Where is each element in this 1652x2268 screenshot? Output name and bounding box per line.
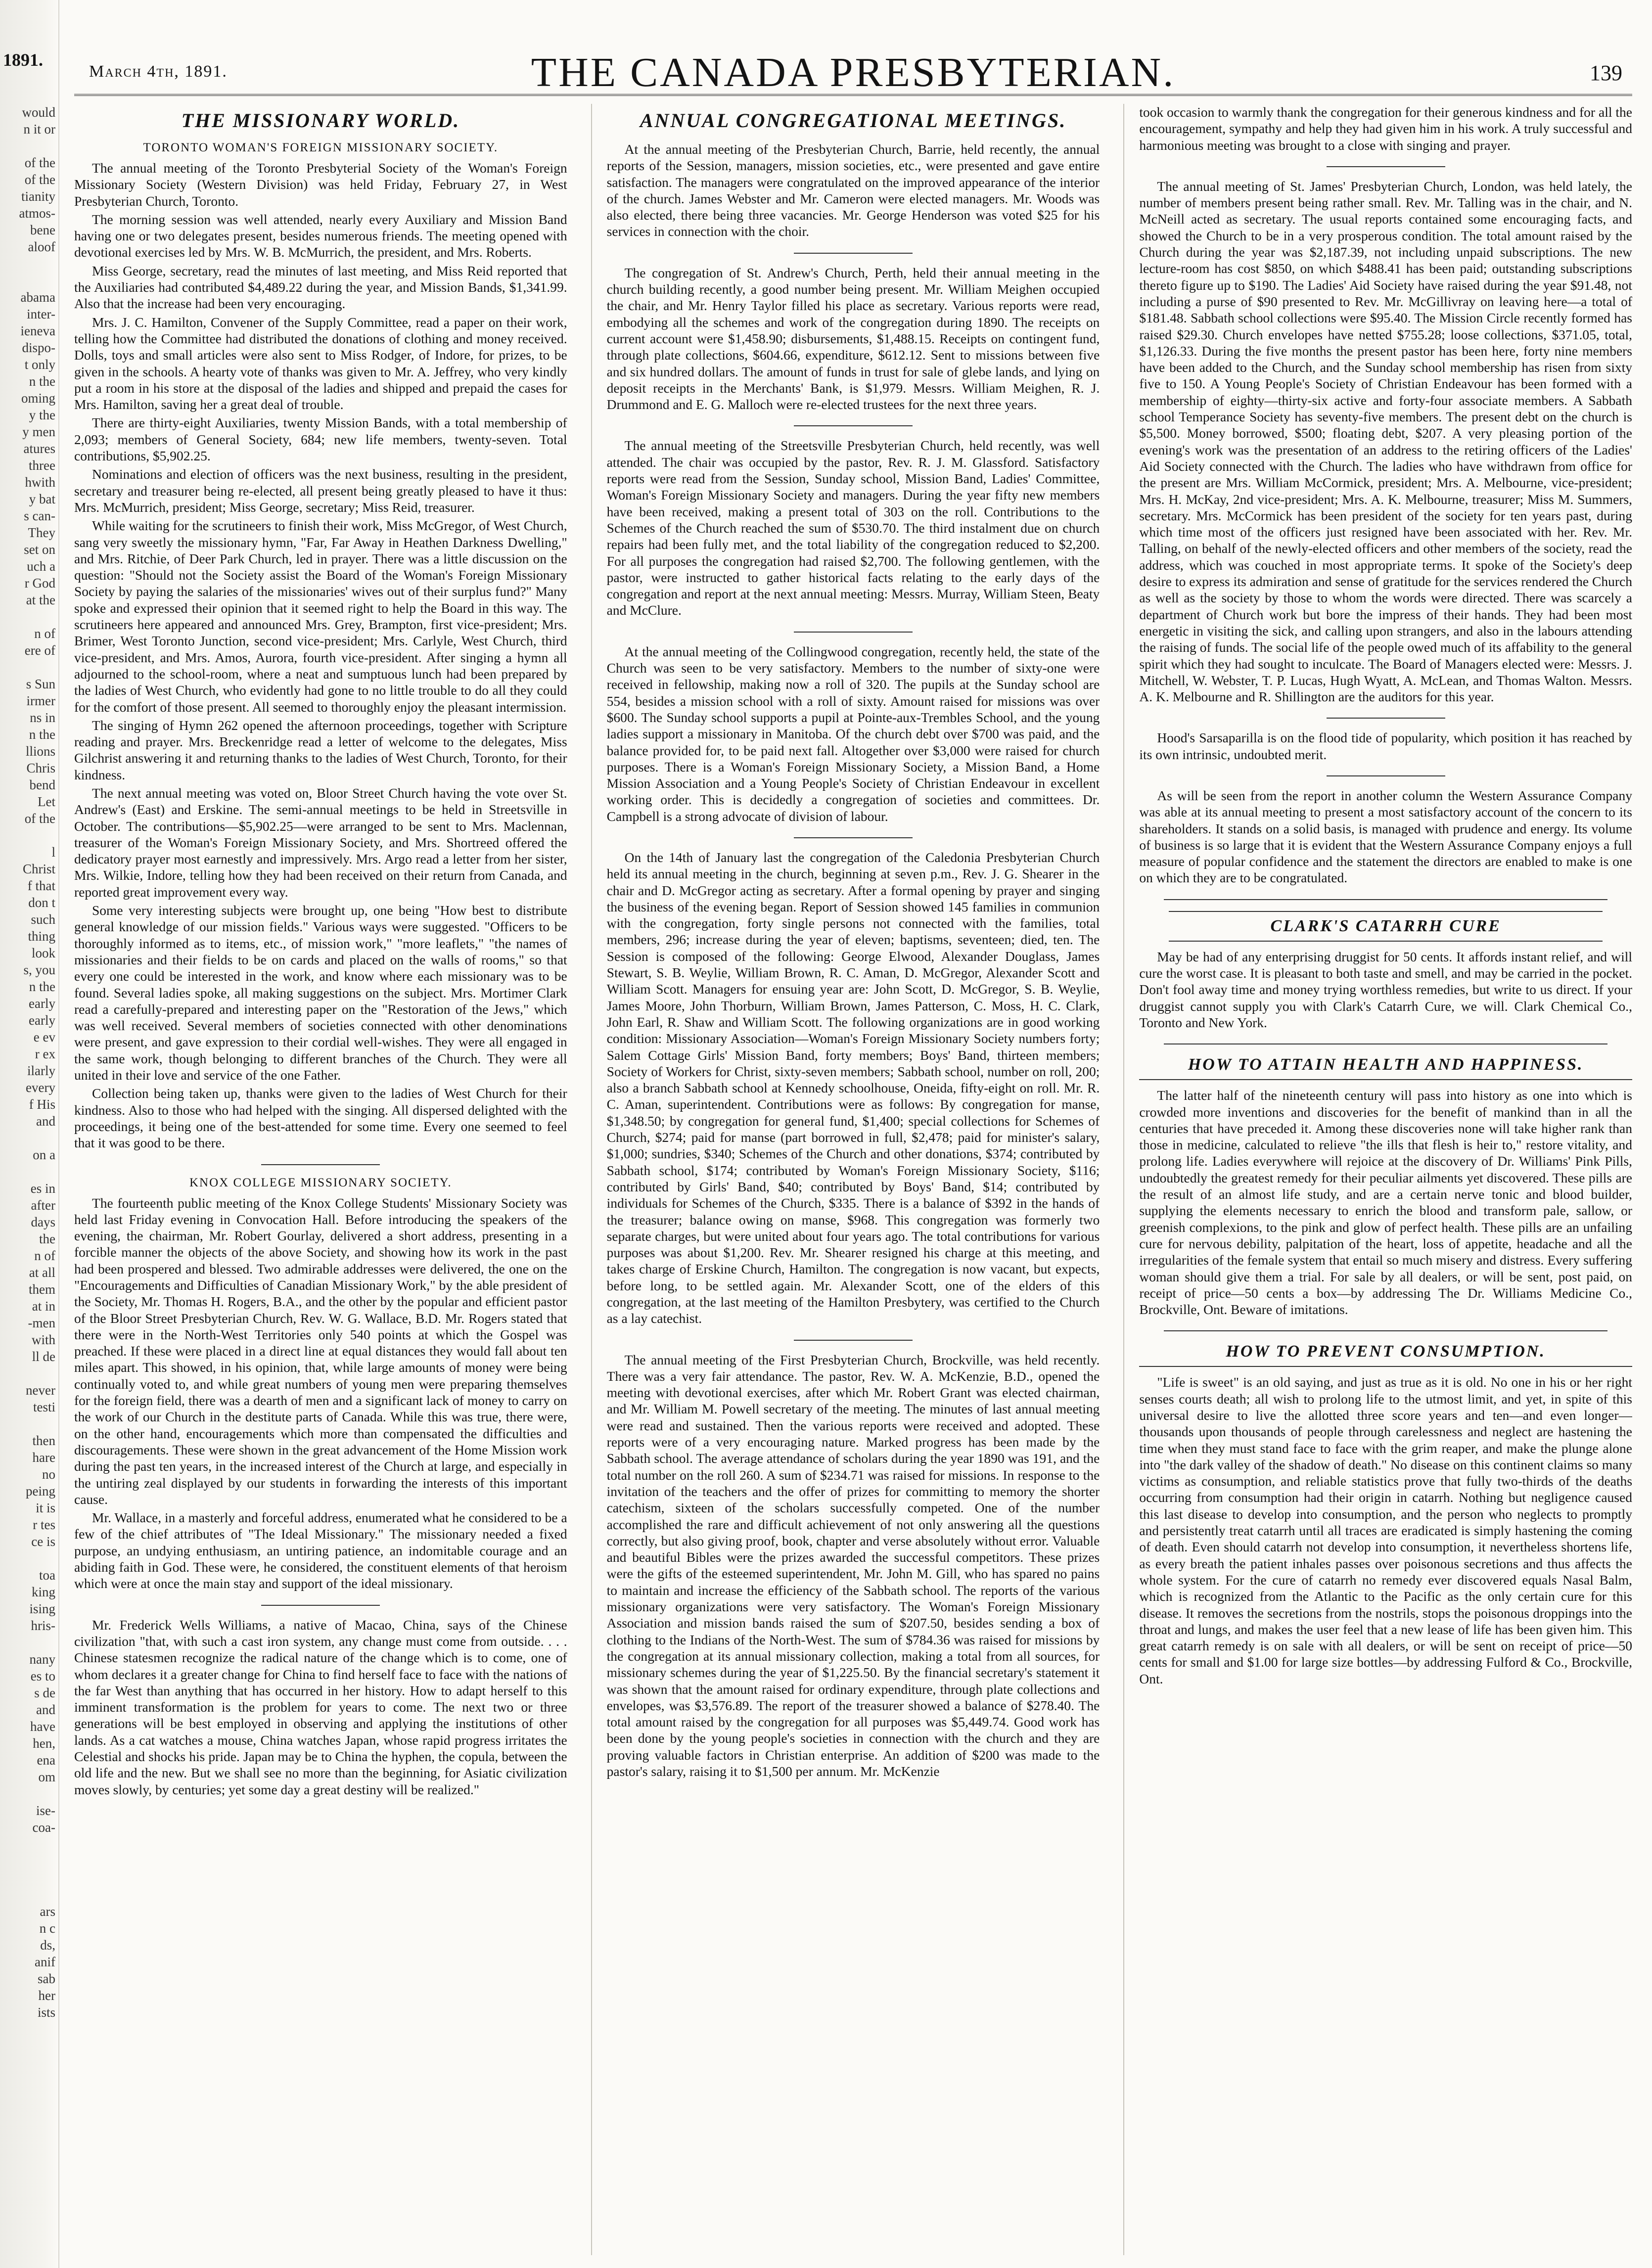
facing-page-fragment: oming — [21, 391, 55, 406]
article-china-civilization — [74, 1617, 567, 1798]
facing-page-fragment: aloof — [28, 239, 55, 254]
article-paragraph: The singing of Hymn 262 opened the afternoon proceedings, together with Scripture reading and prayer. Mrs. Breckenridge read a letter of welcome to the delegates, Miss Gilchrist answering it and returning thanks to the ladies of West Church, Toronto, for their kindness. — [74, 717, 567, 782]
facing-page-fragment — [5, 608, 55, 625]
article-paragraph: Mr. Frederick Wells Williams, a native of Macao, China, says of the Chinese civilization "that, with such a cast iron system, any change must come from outside. . . . Chinese statesmen recognize the radical nature of the change which is to come, one of whom declares it a greater change for China to find herself face to face with the nations of the far West than anything that has occurred in her history. How to adapt herself to this imminent transformation is the problem for years to come. The next two or three generations will be best employed in observing and applying the institutions of other lands. As a cat watches a mouse, China watches Japan, whose rapid progress irritates the Celestial and shocks his pride. Japan may be to China the hyphen, the copula, between the old life and the new. But we shall see no more than the beginning, for Asiatic civilization moves slowly, by centuries; yet some day a great destiny will be realized." — [74, 1617, 567, 1797]
facing-page-fragment — [5, 137, 55, 154]
facing-page-fragment: abama — [20, 290, 55, 305]
facing-page-fragment: ists — [37, 2005, 55, 2020]
article-knox-college — [74, 1195, 567, 1592]
facing-page-fragment: n c — [39, 1921, 55, 1936]
article-toronto-wfms — [74, 160, 567, 1151]
facing-page-fragment — [5, 1634, 55, 1651]
facing-page-fragment: of the — [24, 155, 55, 170]
facing-page-fragment: tianity — [21, 189, 55, 204]
facing-page-fragment: y the — [29, 408, 55, 422]
ad-health-happiness: The latter half of the nineteenth century will pass into history as one into which is crowded more inventions and discoveries for the benefit of mankind than in all the centuries that have preceded it. Among these discoveries none will take higher rank than those in medicine, calculated to relieve "the ills that flesh is heir to," restore vitality, and prolong life. Ladies everywhere will rejoice at the discovery of Dr. Williams' Pink Pills, undoubtedly the greatest remedy for their peculiar ailments yet discovered. These pills are the result of an almost life study, and are a certain nerve tonic and blood builder, supplying the elements necessary to enrich the blood and transform pale, sallow, or greenish complexions, to the pink and glow of perfect health. These pills are an unfailing cure for nervous debility, palpitation of the heart, loss of appetite, headache and all the irregularities of the female system that entail so much misery and distress. Every suffering woman should give them a trial. For sale by all dealers, or will be sent, post paid, on receipt of price—50 cents a box—by addressing The Dr. Williams Medicine Co., Brockville, Ont. Beware of imitations. — [1139, 1088, 1633, 1317]
article-divider — [1164, 1043, 1607, 1044]
article-paragraph: Mr. Wallace, in a masterly and forceful address, enumerated what he considered to be a few of the chief attributes of "The Ideal Missionary." The missionary needed a fixed purpose, an undying enthusiasm, an untiring patience, an indomitable courage and an abiding faith in God. These were, he considered, the constituent elements of that heroism which were at once the main stay and support of the ideal missionary. — [74, 1510, 567, 1591]
facing-page-fragment — [5, 1785, 55, 1802]
facing-page-fragment: l — [51, 845, 55, 860]
facing-page-fragment: and — [36, 1114, 55, 1129]
facing-page-fragment: after — [31, 1198, 55, 1213]
facing-page-margin — [0, 0, 59, 2268]
facing-page-fragment: with — [31, 1332, 55, 1347]
article-divider — [794, 837, 913, 838]
facing-page-fragment: ena — [37, 1753, 55, 1768]
facing-page-fragment — [5, 1365, 55, 1382]
article-paragraph: Miss George, secretary, read the minutes of last meeting, and Miss Reid reported that the Auxiliaries had contributed $4,489.22 during the year, and Mission Bands, $1,341.99. Also that the increase had been very encouraging. — [74, 263, 567, 312]
congregation-report: The annual meeting of the First Presbyterian Church, Brockville, was held recently. There was a very fair attendance. The pastor, Rev. W. A. McKenzie, B.D., opened the meeting with devotional exercises, after which Mr. Robert Grant was elected chairman, and Mr. William M. Powell secretary of the meeting. The minutes of last annual meeting were read and sustained. Then the various reports were received and adopted. These reports were of a very encouraging nature. Marked progress has been made by the Sabbath school. The average attendance of scholars during the year 1890 was 191, and the total number on the roll 260. A sum of $234.71 was raised for missions. In response to the invitation of the teachers and the offer of prizes for committing to memory the shorter catechism, sixteen of the scholars successfully competed. One of the number accomplished the rare and difficult achievement of not only answering all the questions correctly, but also giving proof, book, chapter and verse absolutely without error. Valuable and beautiful Bibles were the prizes awarded the successful competitors. These prizes were the gifts of the esteemed superintendent, Mr. John M. Gill, who has spared no pains to maintain and increase the efficiency of the Sabbath school. The reports of the various missionary organizations were very satisfactory. The Woman's Foreign Missionary Association and mission bands raised the sum of $207.50, besides sending a box of clothing to the Indians of the North-West. The sum of $784.36 was raised for missions by the congregation at its annual missionary collection, making a total from all sources, for missionary schemes during the year of $1,225.50. By the financial secretary's statement it was shown that the amount raised for ordinary expenditure, through plate collections and envelopes, was $3,576.89. The report of the treasurer showed a balance of $278.40. The total amount raised by the congregation for all purposes was $5,449.74. Good work has been done by the young people's societies in connection with the church and they are proving valuable factors in Christian enterprise. An addition of $200 was made to the pastor's salary, raising it to $1,500 per annum. Mr. McKenzie — [606, 1352, 1100, 1779]
facing-page-fragment: at the — [26, 592, 55, 607]
facing-page-fragment: set on — [24, 542, 55, 557]
columns — [74, 104, 1632, 2255]
facing-page-fragment: then — [32, 1433, 55, 1448]
facing-page-fragment: sab — [38, 1971, 55, 1986]
facing-page-fragment: ds, — [40, 1938, 55, 1952]
article-divider — [794, 425, 913, 426]
facing-page-fragment: don t — [28, 895, 55, 910]
facing-page-fragment: atmos- — [19, 206, 55, 221]
facing-page-fragment: ere of — [24, 643, 55, 658]
hoods-sarsaparilla-notice: Hood's Sarsaparilla is on the flood tide of popularity, which position it has reached by its own intrinsic, undoubted merit. — [1139, 730, 1633, 762]
facing-page-fragment: e ev — [33, 1030, 55, 1044]
facing-page-fragment: every — [26, 1080, 55, 1095]
facing-page-fragment: n of — [34, 1248, 55, 1263]
article-divider — [1327, 718, 1445, 719]
facing-page-fragment: -men — [28, 1315, 55, 1330]
article-divider — [1164, 899, 1607, 900]
facing-page-fragment: es to — [30, 1669, 55, 1683]
facing-page-fragment: of the — [24, 811, 55, 826]
facing-page-fragment: it is — [36, 1500, 55, 1515]
ad-title-catarrh-cure: CLARK'S CATARRH CURE — [1169, 911, 1603, 942]
facing-page-fragment: peing — [26, 1484, 55, 1498]
ad-title-prevent-consumption: HOW TO PREVENT CONSUMPTION. — [1139, 1342, 1632, 1367]
congregation-report: The annual meeting of St. James' Presbyterian Church, London, was held lately, the number of members present being rather small. Rev. Mr. Talling was in the chair, and N. McNeill acted as secretary. The usual reports contained some encouraging facts, and showed the Church to be in a very prosperous condition. The total amount raised by the Church during the year was $2,187.39, not including unpaid subscriptions. The new lecture-room has cost $850, on which $488.41 has been paid; outstanding subscriptions thereto figure up to $190. The Ladies' Aid Society have raised during the year $91.48, not including a purse of $90 presented to Rev. Mr. McGillivray on leaving here—a total of $181.48. Sabbath school collections were $95.40. The Mission Circle recently formed has raised $29.30. Church envelopes have netted $755.28; loose collections, $371.05, total, $1,126.33. During the five months the present pastor has been here, forty nine members have been added to the Church, and the Sunday school membership has risen from sixty five to 150. A Young People's Society of Christian Endeavour has been formed with a membership of eighty—thirty-six active and forty-four associate members. A Sabbath school Temperance Society has seventy-five members. The present debt on the church is $5,500. Money borrowed, $500; floating debt, $207. A very pleasing portion of the evening's work was the presentation of an address to the retiring officers of the Ladies' Aid Society connected with the Church. The ladies who have withdrawn from office for the present are Mrs. William McCormick, president; Mrs. A. Melbourne, vice-president; Mrs. H. McKay, 2nd vice-president; Mrs. A. K. Melbourne, treasurer; Miss M. Summers, secretary. Mrs. McCormick has been president of the society for ten years past, during which time most of the officers just resigned have been associated with her. Rev. Mr. Talling, on behalf of the newly-elected officers and other members of the society, read the address, which was couched in most appropriate terms. It spoke of the Society's deep desire to express its admiration and sense of gratitude for the services rendered the Church as well as the society by those to whom the words were directed. There was scarcely a department of Church work but bore the impress of their hands. They had been most energetic in visiting the sick, and calling upon strangers, and also in the labours attending the raising of funds. The social life of the people owed much of its affability to the general spirit which they had sought to inculcate. The Board of Managers elected were: Messrs. J. Mitchell, W. Webster, T. P. Lucas, Hugh Wyatt, A. McLean, and Thomas Walton. Messrs. A. K. Melbourne and R. Shillington are the auditors for this year. — [1139, 178, 1633, 705]
facing-page-fragment: days — [31, 1215, 55, 1229]
masthead: THE CANADA PRESBYTERIAN. — [531, 49, 1176, 95]
facing-page-fragment: have — [30, 1719, 55, 1734]
facing-page-fragment: ieneva — [20, 323, 55, 338]
facing-page-fragment: They — [28, 525, 55, 540]
article-divider — [1327, 775, 1445, 776]
facing-page-fragment: three — [29, 458, 55, 473]
facing-page-fragment — [5, 659, 55, 676]
facing-page-fragment — [5, 1415, 55, 1432]
facing-page-fragment: atures — [23, 441, 55, 456]
article-paragraph: Some very interesting subjects were brought up, one being "How best to distribute general knowledge of our mission fields." Various ways were suggested. "Officers to be thoroughly informed as to items, etc., of mission work," "more leaflets," "the names of missionaries and their fields to be on cards and placed on the walls of rooms," so that every one could be interested in the work, and know where each missionary was to be found. Several ladies spoke, all making suggestions on the subject. Mrs. Mortimer Clark read a carefully-prepared and interesting paper on the "Restoration of the Jews," which was well received. Several members of societies connected with other denominations were present, and gave expression to their cordial well-wishes. They were all engaged in the same work, though belonging to different branches of the Church. They were all united in their love and service of the one Father. — [74, 903, 567, 1083]
running-head — [74, 40, 1632, 96]
facing-page-fragment: coa- — [32, 1820, 55, 1835]
facing-page-fragment: ce is — [31, 1534, 55, 1549]
article-paragraph: The next annual meeting was voted on, Bloor Street Church having the vote over St. Andrew's (East) and Erskine. The semi-annual meetings to be held in Streetsville in October. The contributions—$5,902.25—were arranged to be sent to Mrs. Maclennan, treasurer of the Woman's Foreign Missionary Society, and Mrs. Shortreed offered the dedicatory prayer most earnestly and impressively. Mrs. Argo read a letter from her sister, Mrs. Wilkie, Indore, telling how they had been received on their return from Canada, and reported great improvement every way. — [74, 785, 567, 900]
column-3 — [1123, 104, 1632, 2255]
article-divider — [794, 632, 913, 633]
facing-page-fragment — [5, 255, 55, 272]
facing-page-fragment — [5, 827, 55, 844]
facing-page-fragment: dispo- — [22, 340, 55, 355]
facing-page-fragment: look — [31, 946, 55, 960]
article-paragraph: Collection being taken up, thanks were given to the ladies of West Church for their kindness. Also to those who had helped with the singing. All dispersed delighted with the proceedings, it being one of the best-attended for some time. Every one seemed to feel that it was good to be there. — [74, 1086, 567, 1151]
facing-page-fragment: ll de — [32, 1349, 55, 1364]
article-paragraph: The annual meeting of the Toronto Presbyterial Society of the Woman's Foreign Missionary Society (Western Division) was held Friday, February 27, in West Presbyterian Church, Toronto. — [74, 160, 567, 209]
facing-page-fragment: om — [38, 1769, 55, 1784]
facing-page-fragment: of the — [24, 172, 55, 187]
facing-page-fragment: hen, — [33, 1736, 55, 1751]
article-paragraph: The morning session was well attended, nearly every Auxiliary and Mission Band having one or two delegates present, besides numerous friends. The meeting opened with devotional exercises led by Mrs. W. B. McMurrich, the president, and Mrs. Roberts. — [74, 211, 567, 260]
facing-page-fragment: r God — [24, 576, 55, 590]
facing-page-fragment: es in — [30, 1181, 55, 1196]
facing-page-fragment: ise- — [36, 1803, 55, 1818]
ad-catarrh-cure: May be had of any enterprising druggist for 50 cents. It affords instant relief, and will cure the worst case. It is pleasant to both taste and smell, and may be carried in the pocket. Don't fool away time and money trying worthless remedies, but write to us direct. If your druggist cannot supply you with Clark's Catarrh Cure, we will. Clark Chemical Co., Toronto and New York. — [1139, 949, 1633, 1030]
facing-page-fragment: hare — [32, 1450, 55, 1465]
facing-page-fragment: s de — [34, 1685, 55, 1700]
subhead-toronto-wfms: TORONTO WOMAN'S FOREIGN MISSIONARY SOCIETY. — [143, 141, 499, 154]
facing-page-fragment: s Sun — [26, 677, 55, 691]
facing-page-fragment — [5, 1163, 55, 1180]
article-divider — [794, 253, 913, 254]
facing-page-fragment — [5, 1130, 55, 1146]
article-paragraph: While waiting for the scrutineers to finish their work, Miss McGregor, of West Church, sang very sweetly the missionary hymn, "Far, Far Away in Heathen Darkness Dwelling," and Mrs. Ritchie, of Deer Park Church, led in prayer. There was a little discussion on the question: "Should not the Society assist the Board of the Woman's Foreign Missionary Society by paying the salaries of the missionaries' wives out of their surplus fund?" Many spoke and expressed their opinion that it seemed right to help the Board in this way. The scrutineers here appeared and announced Mrs. Grey, Brampton, first vice-president; Mrs. Brimer, West Toronto Junction, second vice-president; Mrs. Carlyle, West Church, third vice-president, and Mrs. Amos, Aurora, fourth vice-president. After singing a hymn all adjourned to the school-room, where a neat and sumptuous lunch had been prepared by the ladies of West Church, who evidently had gone to no little trouble to do all they could for the comfort of those present. All seemed to thoroughly enjoy the pleasant intermission. — [74, 518, 567, 715]
facing-page-fragment: n it or — [23, 122, 55, 136]
facing-page-fragment — [5, 1886, 55, 1903]
facing-page-fragment: nany — [29, 1652, 55, 1667]
facing-page-fragment: r tes — [33, 1517, 55, 1532]
facing-page-fragment: anif — [35, 1954, 55, 1969]
congregation-report: At the annual meeting of the Presbyterian Church, Barrie, held recently, the annual reports of the Session, managers, mission societies, etc., were presented and gave entire satisfaction. The managers were congratulated on the improved appearance of the interior of the church. James Webster and Mr. Cameron were elected managers. Mr. Woods was also elected, there being three vacancies. Mr. George Henderson was voted $25 for his services in connection with the choir. — [606, 141, 1100, 239]
facing-page-fragment — [5, 1869, 55, 1886]
facing-page-fragment: bene — [30, 223, 55, 237]
article-divider — [261, 1164, 380, 1165]
facing-page-fragment: t only — [24, 357, 55, 372]
facing-page-fragment: ars — [40, 1904, 55, 1919]
newspaper-page — [74, 0, 1632, 2268]
facing-page-fragment: ising — [29, 1601, 55, 1616]
facing-page-fragment: early — [29, 996, 55, 1011]
article-divider — [794, 1340, 913, 1341]
article-divider — [1327, 166, 1445, 167]
facing-page-fragment — [5, 1550, 55, 1567]
ad-title-health-happiness: HOW TO ATTAIN HEALTH AND HAPPINESS. — [1139, 1055, 1632, 1080]
facing-page-fragment: no — [42, 1467, 55, 1482]
facing-page-fragment: would — [22, 105, 55, 120]
column-2 — [591, 104, 1100, 2255]
facing-page-fragment: y men — [22, 424, 55, 439]
article-divider — [1164, 1330, 1607, 1331]
article-paragraph: The fourteenth public meeting of the Knox College Students' Missionary Society was held last Friday evening in Convocation Hall. Before introducing the speakers of the evening, the chairman, Mr. Robert Gourlay, delivered a short address, presenting in a forcible manner the objects of the above Society, and showing how its work in the past had been prospered and blessed. Two admirable addresses were delivered, the one on the "Encouragements and Difficulties of Canadian Missionary Work," by the able president of the Society, Mr. Thomas H. Rogers, B.A., and the other by the popular and efficient pastor of the Bloor Street Presbyterian Church, Rev. W. G. Wallace, B.D. Mr. Rogers stated that there were in the North-West Territories only 540 points at which the Gospel was preached. If these were placed in a direct line at equal distances they would fall about ten miles apart. This showed, in his opinion, that, while large amounts of money were being continually voted to, and while great numbers of young men were preparing themselves for the foreign field, there was a dearth of men and a significant lack of money to carry on the work of our Church in the destitute parts of Canada. While this was true, there were, on the other hand, encouragements which more than compensated the difficulties and discouragements. These were shown in the great advancement of the Home Mission work during the past ten years, in the increased interest of the Church at large, and especially in the untiring zeal displayed by our students in forwarding the interests of this important cause. — [74, 1195, 567, 1507]
section-title-missionary-world: THE MISSIONARY WORLD. — [181, 109, 460, 132]
facing-page-fragment — [5, 272, 55, 289]
congregation-report: The congregation of St. Andrew's Church, Perth, held their annual meeting in the church building recently, a good number being present. Mr. William Meighen occupied the chair, and Mr. Henry Taylor filled his place as secretary. Various reports were read, embodying all the schemes and work of the congregation during 1890. The receipts on current account were $1,458.90; disbursements, $1,488.15. Receipts on contingent fund, through plate collections, $604.66, expenditure, $612.12. Sent to missions between five and six hundred dollars. The amount of funds in trust for sale of glebe lands, and lying on deposit receipts in the Merchants' Bank, is $1,979. Messrs. William Meighen, R. J. Drummond and E. G. Malloch were re-elected trustees for the next three years. — [606, 265, 1100, 412]
congregational-reports-continued — [1139, 104, 1632, 705]
issue-date: March 4th, 1891. — [89, 62, 228, 81]
facing-page-fragment: ilarly — [27, 1063, 55, 1078]
facing-page-fragment: hwith — [25, 475, 55, 490]
facing-page-fragment: king — [31, 1585, 55, 1599]
facing-page-fragment: the — [39, 1231, 55, 1246]
article-paragraph: Mrs. J. C. Hamilton, Convener of the Supply Committee, read a paper on their work, telling how the Committee had distributed the donations of clothing and money received. Dolls, toys and small articles were also sent to Miss Rodger, of Indore, for prizes, to be given in the schools. A hearty vote of thanks was given to Mr. A. Jeffrey, who very kindly put a room in his store at the disposal of the ladies and shipped and prepaid the cases for Mrs. Hamilton, saving her a great deal of trouble. — [74, 314, 567, 412]
facing-page-fragment: her — [38, 1988, 55, 2003]
congregation-report: On the 14th of January last the congregation of the Caledonia Presbyterian Church held its annual meeting in the church, beginning at seven p.m., Rev. J. G. Shearer in the chair and D. McGregor acting as secretary. After a formal opening by prayer and singing the business of the evening began. Report of Session showed 145 families in communion with the congregation, forty single persons not connected with the families, total members, 296; increase during the year of eleven; baptisms, seventeen; died, ten. The Session is composed of the following: George Elwood, Alexander Douglass, James Stewart, S. B. Weylie, William Brown, R. C. Aman, D. McGregor, Alexander Scott and William Scott. Managers for ensuing year are: John Scott, D. McGregor, S. B. Weylie, James Moore, John Thorburn, William Brown, James Patterson, C. Moss, H. C. Clark, John Earl, R. Shaw and William Scott. The following organizations are in good working condition: Missionary Association—Woman's Foreign Missionary Society numbers forty; Salem Cottage Girls' Mission Band, forty members; Boys' Band, thirteen members; Society of Workers for Christ, sixty-seven members; Sabbath school, number on roll, 200; also a branch Sabbath school at Kennedy schoolhouse, Oneida, fifty-eight on roll. Mr. R. C. Aman, superintendent. Contributions were as follows: By congregation for manse, $1,348.50; by congregation for general fund, $1,400; special collections for Schemes of Church, $274; paid for manse (part borrowed in full, $2,478; paid for minister's salary, $1,000; sundries, $340; Schemes of the Church and other donations, $374; contributed by Sabbath school, $174; contributed by Woman's Foreign Missionary Society, $116; contributed by Girls' Band, $40; contributed by Boys' Band, $14; contributed by individuals for Schemes of the Church, $335. There is a balance of $392 in the hands of the treasurer; balance owing on manse, $968. This congregation was formerly two separate charges, but were united about four years ago. The total contributions for various purposes was about $1,200. Rev. Mr. Shearer resigned his charge at this meeting, and takes charge of Erskine Church, Hamilton. The congregation is now vacant, but expects, before long, to be settled again. Mr. Alexander Scott, one of the elders of this congregation, at the last meeting of the Hamilton Presbytery, was certified to the Church as a lay catechist. — [606, 849, 1100, 1326]
subhead-knox-college: KNOX COLLEGE MISSIONARY SOCIETY. — [189, 1176, 452, 1189]
facing-page-fragment: ns in — [30, 710, 55, 725]
facing-page-fragment — [5, 1836, 55, 1853]
facing-page-fragment: hris- — [31, 1618, 55, 1633]
facing-page-fragment: s can- — [24, 508, 55, 523]
facing-page-fragment: toa — [39, 1568, 55, 1583]
article-paragraph: Nominations and election of officers was the next business, resulting in the president, secretary and treasurer being re-elected, all present being greatly pleased to have it thus: Mrs. McMurrich, president; Miss George, secretary; Miss Reid, treasurer. — [74, 466, 567, 515]
facing-page-fragment: s, you — [23, 962, 55, 977]
facing-page-fragment: testi — [33, 1400, 55, 1414]
facing-page-fragment: n of — [34, 626, 55, 641]
facing-page-fragment: n the — [29, 727, 55, 742]
facing-page-fragment: r ex — [35, 1046, 55, 1061]
facing-page-fragment: never — [26, 1383, 55, 1398]
congregation-report: The annual meeting of the Streetsville Presbyterian Church, held recently, was well attended. The chair was occupied by the pastor, Rev. R. J. M. Glassford. Satisfactory reports were read from the Session, Sunday school, Mission Band, Ladies' Committee, Woman's Foreign Missionary Society and managers. During the year fifty new members have been received, making a present total of 303 on the roll. Contributions to the Schemes of the Church reached the sum of $530.70. The third instalment due on church repairs had been fully met, and the total liability of the congregation reduced to $2,200. For all purposes the congregation had raised $2,700. The following gentlemen, with the pastor, were instructed to gather historical facts relating to the early days of the congregation and report at the next annual meeting: Messrs. Murray, William Steen, Beaty and McClure. — [606, 438, 1100, 618]
column-1 — [74, 104, 567, 2255]
facing-page-fragment: llions — [25, 744, 55, 759]
western-assurance-notice: As will be seen from the report in another column the Western Assurance Company was able at its annual meeting to present a most satisfactory account of the concern to its shareholders. It stands on a solid basis, is managed with prudence and energy. Its volume of business is so large that it is evident that the Western Assurance Company enjoys a full measure of popular confidence and the statement the directors are enabled to make is one on which they are to be congratulated. — [1139, 787, 1633, 886]
facing-page-year: 1891. — [3, 50, 43, 70]
facing-page-fragment: thing — [28, 929, 55, 944]
facing-page-fragment: n the — [29, 374, 55, 389]
ad-prevent-consumption: "Life is sweet" is an old saying, and just as true as it is old. No one in his or her right senses courts death; all wish to prolong life to the utmost limit, and yet, in spite of this universal desire to live the allotted three score years and ten—and even longer—thousands upon thousands of people through carelessness and neglect are hastening the time when they must stand face to face with the grim reaper, and make the plunge alone into "the dark valley of the shadow of death." No disease on this continent claims so many victims as consumption, and reliable statistics prove that fully two-thirds of the deaths occurring from consumption had their origin in catarrh. Nothing but negligence caused this last disease to develop into consumption, and the person who neglects to promptly and persistently treat catarrh until all traces are eradicated is simply hastening the coming of death. Even should catarrh not develop into consumption, it nevertheless shortens life, as every breath the patient inhales passes over poisonous secretions and thus affects the whole system. For the cure of catarrh no remedy ever discovered equals Nasal Balm, which is recognized from the Atlantic to the Pacific as the only certain cure for this disease. It removes the secretions from the nostrils, stops the poisonous droppings into the throat and lungs, and makes the user feel that a new lease of life has been given him. This great catarrh remedy is on sale with all dealers, or will be sent on receipt of price—50 cents for small and $1.00 for large size bottles—by addressing Fulford & Co., Brockville, Ont. — [1139, 1374, 1633, 1686]
facing-page-fragment: y bat — [29, 492, 55, 506]
article-divider — [261, 1605, 380, 1606]
facing-page-fragment: at all — [29, 1265, 55, 1280]
facing-page-fragment: bend — [29, 777, 55, 792]
page-number: 139 — [1590, 61, 1622, 85]
facing-page-fragment: f His — [29, 1097, 55, 1112]
congregation-report: At the annual meeting of the Collingwood congregation, recently held, the state of the Church was seen to be very satisfactory. Members to the number of sixty-one were received in fellowship, making now a roll of 320. The pupils at the Sunday school are 554, besides a mission school with a roll of sixty. Amount raised for missions was over $600. The Sunday school supports a pupil at Pointe-aux-Trembles School, and the young ladies support a missionary in Manitoba. Of the church debt over $700 was paid, and the balance provided for, to be paid next fall. Altogether over $3,000 were raised for church purposes. There is a Woman's Foreign Missionary Society, a Mission Band, a Home Mission Association and a Young People's Society of Christian Endeavour in excellent working order. This is decidedly a congregation of societies and committees. Dr. Campbell is a strong advocate of division of labour. — [606, 643, 1100, 824]
congregational-reports — [607, 141, 1100, 1779]
facing-page-fragment: early — [29, 1013, 55, 1028]
facing-page-fragment: inter- — [27, 307, 55, 321]
article-paragraph: There are thirty-eight Auxiliaries, twenty Mission Bands, with a total membership of 2,093; members of General Society, 684; new life members, twenty-seven. Total contributions, $5,902.25. — [74, 415, 567, 464]
facing-page-fragment: f that — [27, 878, 55, 893]
facing-page-fragment: at in — [32, 1299, 55, 1314]
facing-page-fragment: them — [29, 1282, 55, 1297]
facing-page-fragment: Chris — [26, 761, 55, 775]
facing-page-fragments — [5, 104, 55, 2021]
facing-page-fragment: such — [31, 912, 55, 927]
facing-page-fragment — [5, 1853, 55, 1869]
congregation-report: took occasion to warmly thank the congregation for their generous kindness and for all the encouragement, sympathy and help they had given him in his work. A truly successful and harmonious meeting was brought to a close with singing and prayer. — [1139, 104, 1633, 153]
facing-page-fragment: Christ — [22, 862, 55, 876]
facing-page-fragment: irmer — [26, 693, 55, 708]
section-title-congregational-meetings: ANNUAL CONGREGATIONAL MEETINGS. — [640, 109, 1067, 132]
facing-page-fragment: uch a — [27, 559, 55, 574]
facing-page-fragment: on a — [33, 1147, 55, 1162]
facing-page-fragment: n the — [29, 979, 55, 994]
facing-page-fragment: Let — [38, 794, 55, 809]
facing-page-fragment: and — [36, 1702, 55, 1717]
